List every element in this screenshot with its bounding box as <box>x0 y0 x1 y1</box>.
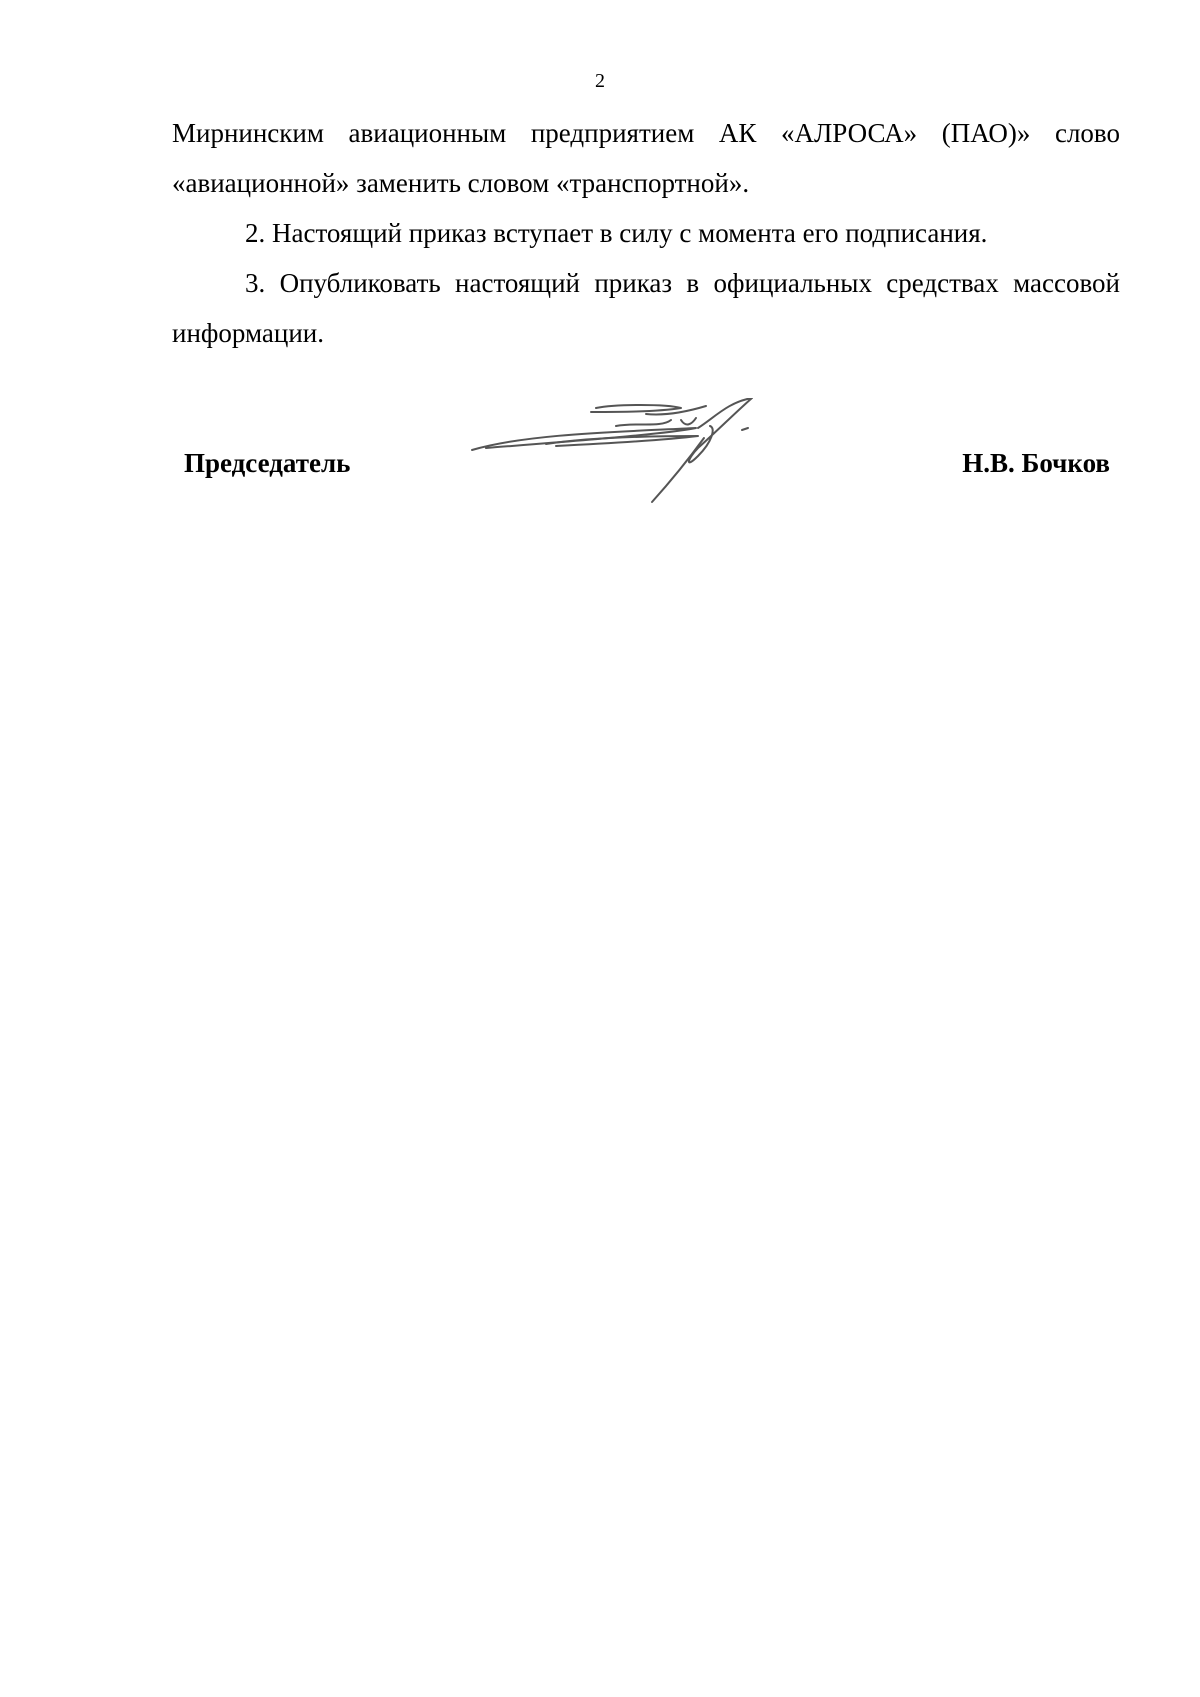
document-body <box>172 108 1120 358</box>
signer-title: Председатель <box>184 448 351 478</box>
paragraph-item-2: 2. Настоящий приказ вступает в силу с момента его подписания. <box>245 218 988 248</box>
signature-block <box>0 398 1200 508</box>
handwritten-signature <box>466 398 786 508</box>
paragraph-item-3: 3. Опубликовать настоящий приказ в официальных средствах массовой информации. <box>172 268 1120 348</box>
page-number: 2 <box>595 70 605 92</box>
signer-name: Н.В. Бочков <box>962 448 1110 478</box>
paragraph-continuation: Мирнинским авиационным предприятием АК «АЛРОСА» (ПАО)» слово «авиационной» заменить словом «транспортной». <box>172 118 1120 198</box>
